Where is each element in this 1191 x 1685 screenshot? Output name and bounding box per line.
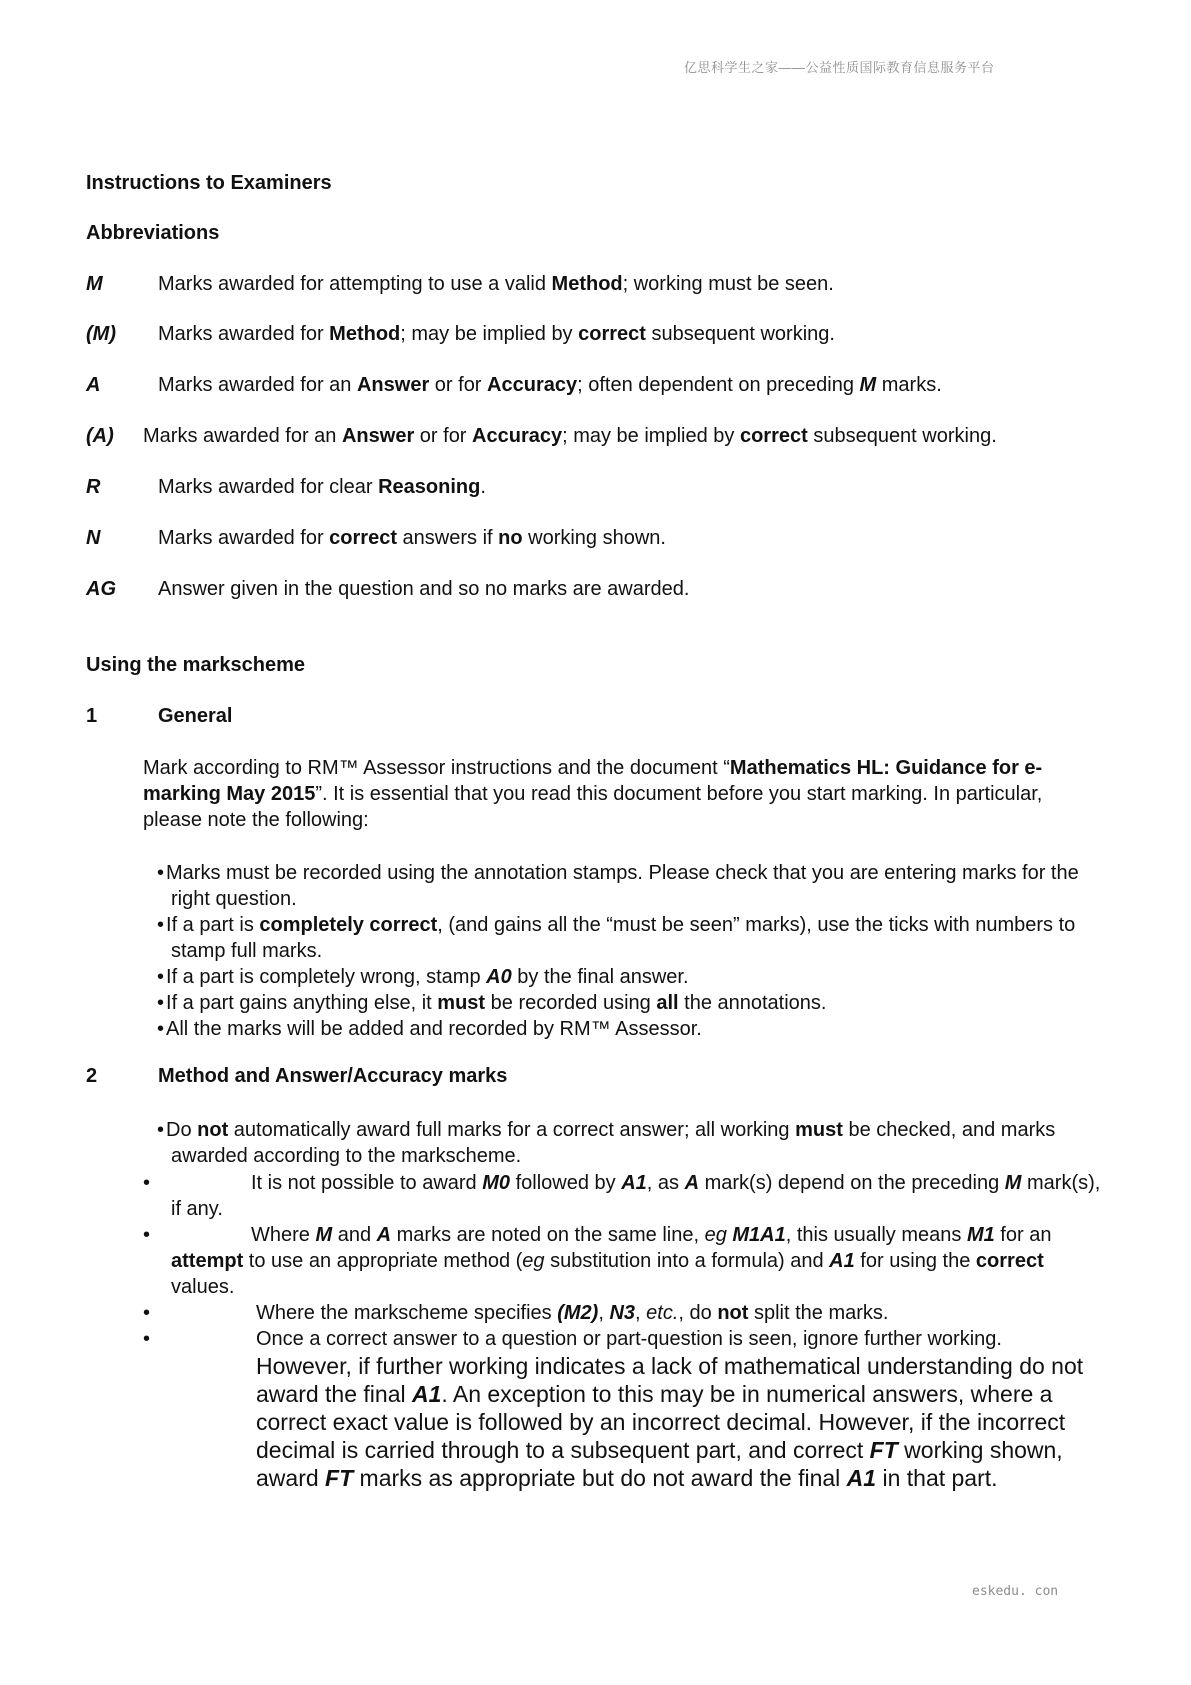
bullet-icon: • bbox=[143, 1172, 151, 1194]
section-1-bullet-list bbox=[143, 860, 1108, 1042]
abbreviation-desc: Marks awarded for correct answers if no working shown. bbox=[158, 527, 666, 549]
section-number: 2 bbox=[86, 1065, 98, 1087]
abbreviation-code: R bbox=[86, 476, 101, 498]
abbreviation-desc: Answer given in the question and so no marks are awarded. bbox=[158, 578, 690, 600]
header-watermark: 亿思科学生之家——公益性质国际教育信息服务平台 bbox=[684, 60, 995, 75]
list-item: • Once a correct answer to a question or part-question is seen, ignore further working. However, if further working indicates a lack of mathematical understanding do not award the final A1. An exception to this may be in numerical answers, where a correct exact value is followed by an incorrect decimal. However, if the incorrect decimal is carried through to a subsequent part, and correct FT working shown, award FT marks as appropriate but do not award the final A1 in that part. bbox=[143, 1328, 1084, 1491]
section-1-paragraph: Mark according to RM™ Assessor instructions and the document “Mathematics HL: Guidance for e-marking May 2015”. It is essential that you read this document before you start marking. In particular, please note the following: bbox=[143, 757, 1043, 831]
abbreviation-code: (A) bbox=[86, 425, 114, 447]
abbreviations-heading: Abbreviations bbox=[86, 222, 220, 244]
abbreviation-code: (M) bbox=[86, 323, 116, 345]
section-2-bullet-list bbox=[143, 1117, 1108, 1169]
list-item: • If a part is completely wrong, stamp A0 by the final answer. bbox=[143, 964, 1108, 990]
bullet-icon: • bbox=[143, 1328, 151, 1350]
abbreviation-desc: Marks awarded for attempting to use a valid Method; working must be seen. bbox=[158, 273, 834, 295]
list-item: • Where the markscheme specifies (M2), N3, etc., do not split the marks. bbox=[143, 1302, 889, 1324]
footer-watermark: eskedu. con bbox=[972, 1584, 1059, 1599]
abbreviation-code: A bbox=[86, 374, 101, 396]
bullet-icon: • bbox=[143, 1302, 151, 1324]
section-title: General bbox=[158, 705, 233, 727]
list-item: • If a part is completely correct, (and gains all the “must be seen” marks), use the ticks with numbers to stamp full marks. bbox=[143, 912, 1108, 964]
section-2-bullet-list-continued bbox=[143, 1170, 1108, 1492]
section-number: 1 bbox=[86, 705, 98, 727]
abbreviation-desc: Marks awarded for clear Reasoning. bbox=[158, 476, 486, 498]
page-title: Instructions to Examiners bbox=[86, 172, 332, 194]
abbreviation-code: N bbox=[86, 527, 101, 549]
using-markscheme-heading: Using the markscheme bbox=[86, 654, 305, 676]
list-item: • Do not automatically award full marks for a correct answer; all working must be checked, and marks awarded according to the markscheme. bbox=[143, 1117, 1108, 1169]
abbreviation-code: M bbox=[86, 273, 103, 295]
abbreviation-desc: Marks awarded for an Answer or for Accuracy; often dependent on preceding M marks. bbox=[158, 374, 942, 396]
abbreviation-desc: Marks awarded for an Answer or for Accuracy; may be implied by correct subsequent working. bbox=[143, 425, 997, 447]
abbreviation-desc: Marks awarded for Method; may be implied by correct subsequent working. bbox=[158, 323, 835, 345]
list-item: • If a part gains anything else, it must be recorded using all the annotations. bbox=[143, 990, 1108, 1016]
list-item: • Marks must be recorded using the annotation stamps. Please check that you are entering marks for the right question. bbox=[143, 860, 1108, 912]
abbreviation-code: AG bbox=[86, 578, 116, 600]
list-item: • All the marks will be added and recorded by RM™ Assessor. bbox=[143, 1016, 1108, 1042]
section-title: Method and Answer/Accuracy marks bbox=[158, 1065, 508, 1087]
list-item: • It is not possible to award M0 followed by A1, as A mark(s) depend on the preceding M mark(s), if any. bbox=[143, 1172, 1101, 1220]
list-item: • Where M and A marks are noted on the same line, eg M1A1, this usually means M1 for an attempt to use an appropriate method (eg substitution into a formula) and A1 for using the correct values. bbox=[143, 1224, 1052, 1298]
bullet-icon: • bbox=[143, 1224, 151, 1246]
